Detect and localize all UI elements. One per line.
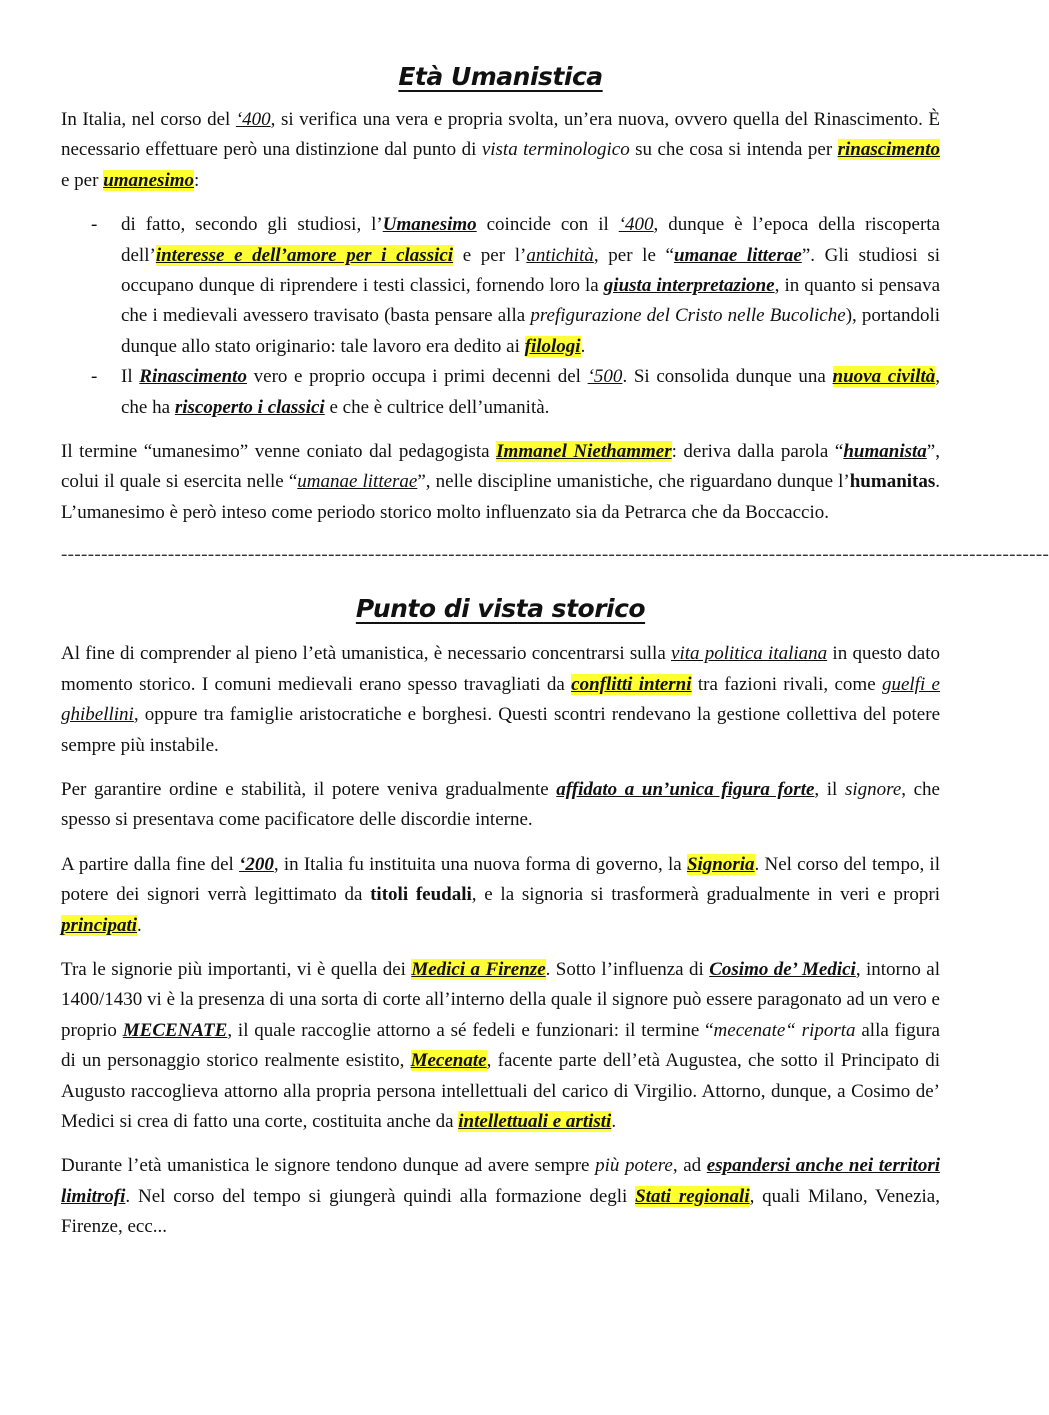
emphasis-date: ‘400: [235, 109, 271, 130]
text: Durante l’età umanistica le signore tendono dunque ad avere sempre: [61, 1155, 596, 1177]
text: .: [580, 335, 586, 357]
highlight-term: principati: [61, 914, 138, 936]
text: Il: [121, 366, 140, 388]
paragraph-stati-regionali: [61, 1151, 940, 1242]
text: e che è cultrice dell’umanità.: [324, 396, 550, 418]
highlight-term: rinascimento: [837, 139, 940, 161]
text: in questo dato momento storico. I comuni medievali erano spesso travagliati da: [61, 643, 941, 695]
text: : deriva dalla parola “: [671, 441, 844, 463]
text: vero e proprio occupa i primi decenni del: [246, 366, 588, 388]
bullet-dash: -: [91, 366, 98, 388]
highlight-term: Medici a Firenze: [411, 958, 546, 980]
text: di fatto, secondo gli studiosi, l’: [121, 214, 383, 236]
paragraph-signoria: [61, 850, 940, 941]
paragraph-medici: [61, 955, 940, 1137]
emphasis-term: vita politica italiana: [671, 643, 828, 665]
emphasis-term: umanae litterae: [673, 244, 802, 266]
text: . Nel corso del tempo, il potere dei signori verrà legittimato da: [61, 853, 940, 906]
emphasis-term: vista terminologico: [481, 139, 630, 161]
emphasis-term: titoli feudali: [370, 884, 472, 906]
text: , che ha: [121, 366, 941, 418]
highlight-term: filologi: [524, 335, 581, 357]
text: Il termine “umanesimo” venne coniato dal pedagogista: [61, 441, 497, 463]
text: alla figura di un personaggio storico realmente esistito,: [61, 1019, 940, 1072]
text: , si verifica una vera e propria svolta, un’era nuova, ovvero quella del Rinascimento. È necessario effettuare però una distinzione dal punto di: [61, 109, 941, 161]
emphasis-term: giusta interpretazione: [603, 275, 775, 297]
text: A partire dalla fine del: [61, 853, 240, 875]
text: . Sotto l’influenza di: [545, 958, 710, 980]
text: Tra le signorie più importanti, vi è quella dei: [61, 958, 412, 980]
text: , che spesso si presentava come pacificatore delle discordie interne.: [61, 778, 940, 831]
highlight-term: Stati regionali: [635, 1185, 750, 1207]
text: e per l’: [453, 244, 527, 266]
highlight-term: nuova civiltà: [832, 366, 936, 388]
text: . Nel corso del tempo si giungerà quindi alla formazione degli: [125, 1185, 636, 1207]
emphasis-term: antichità: [526, 244, 594, 266]
text: , e la signoria si trasformerà gradualmente in veri e propri: [471, 884, 940, 906]
text: ”, nelle discipline umanistiche, che riguardano dunque l’: [417, 471, 850, 493]
text: In Italia, nel corso del: [61, 109, 236, 130]
highlight-term: interesse e dell’amore per i classici: [155, 244, 454, 266]
emphasis-term: Umanesimo: [382, 214, 477, 236]
emphasis-date: ‘500: [587, 366, 623, 388]
paragraph-termine-umanesimo: [61, 437, 940, 528]
text: tra fazioni rivali, come: [691, 673, 882, 695]
emphasis-term: Cosimo de’ Medici: [709, 958, 856, 980]
text: , intorno al 1400/1430 vi è la presenza di una sorta di corte all’interno della quale il signore può essere paragonato ad un vero e proprio: [61, 958, 940, 1041]
highlight-term: umanesimo: [103, 169, 195, 191]
text: Al fine di comprender al pieno l’età umanistica, è necessario concentrarsi sulla: [61, 643, 672, 665]
text: , per le “: [593, 244, 674, 266]
section-title-punto-di-vista-storico: Punto di vista storico: [355, 594, 646, 624]
emphasis-date: ‘200: [239, 853, 274, 875]
text: , in quanto si pensava che i medievali avessero travisato (basta pensare alla: [121, 275, 941, 327]
text: su che cosa si intenda per: [629, 139, 838, 161]
text: :: [194, 169, 200, 191]
emphasis-term: riscoperto i classici: [174, 396, 325, 418]
text: , il: [814, 778, 845, 800]
text: . Si consolida dunque una: [622, 366, 833, 388]
emphasis-term: signore: [844, 778, 902, 800]
list-item-umanesimo: [61, 210, 940, 362]
emphasis-term: affidato a un’unica figura forte: [556, 778, 815, 800]
emphasis-date: ‘400: [618, 214, 654, 236]
section-title-eta-umanistica: Età Umanistica: [398, 62, 603, 91]
highlight-term: intellettuali e artisti: [458, 1110, 612, 1132]
text: coincide con il: [476, 214, 619, 236]
paragraph-signore: [61, 775, 940, 836]
bullet-dash: -: [91, 214, 98, 236]
section-divider: ----------------------------------------------------------------------------------------------------------------------------------------------------: [61, 544, 1049, 566]
text: , quali Milano, Venezia, Firenze, ecc...: [61, 1185, 940, 1238]
text: ”, colui il quale si esercita nelle “: [61, 441, 940, 493]
highlight-term: Signoria: [686, 853, 755, 875]
emphasis-term: MECENATE: [122, 1019, 228, 1041]
emphasis-term: prefigurazione del Cristo nelle Bucoliche: [530, 305, 846, 327]
text: ), portandoli dunque allo stato originario: tale lavoro era dedito ai: [121, 305, 940, 357]
definition-list: [61, 210, 940, 423]
text: Per garantire ordine e stabilità, il potere veniva gradualmente: [61, 778, 557, 800]
text: ”. Gli studiosi si occupano dunque di riprendere i testi classici, fornendo loro la: [121, 244, 941, 297]
emphasis-term: guelfi e ghibellini: [61, 673, 940, 726]
highlight-term: Immanel Niethammer: [496, 441, 672, 463]
emphasis-term: umanae litterae: [297, 471, 418, 493]
emphasis-term: humanitas: [849, 471, 936, 493]
emphasis-term: Rinascimento: [139, 366, 247, 388]
paragraph-vita-politica: [61, 639, 940, 761]
list-item-rinascimento: [61, 362, 940, 423]
emphasis-term: più potere: [595, 1155, 673, 1177]
text: , oppure tra famiglie aristocratiche e borghesi. Questi scontri rendevano la gestione collettiva del potere sempre più instabile.: [61, 704, 940, 756]
highlight-term: Mecenate: [410, 1050, 487, 1072]
text: . L’umanesimo è però inteso come periodo storico molto influenzato sia da Petrarca che da Boccaccio.: [61, 471, 941, 523]
highlight-term: conflitti interni: [571, 673, 692, 695]
text: , in Italia fu instituita una nuova forma di governo, la: [273, 853, 687, 875]
emphasis-term: espandersi anche nei territori limitrofi: [61, 1155, 941, 1207]
text: , facente parte dell’età Augustea, che sotto il Principato di Augusto raccoglieva attorno alla propria persona intellettuali del carico di Virgilio. Attorno, dunque, a Cosimo de’ Medici si crea di fatto una corte, costituita anche da: [61, 1050, 940, 1132]
emphasis-term: mecenate“ riporta: [713, 1019, 856, 1041]
text: .: [137, 914, 142, 936]
text: , il quale raccoglie attorno a sé fedeli e funzionari: il termine “: [227, 1019, 714, 1041]
text: , ad: [672, 1155, 707, 1177]
text: , dunque è l’epoca della riscoperta dell’: [121, 214, 940, 266]
emphasis-term: humanista: [843, 441, 927, 463]
text: .: [611, 1110, 617, 1132]
text: e per: [61, 169, 104, 191]
paragraph-intro: [61, 105, 940, 196]
